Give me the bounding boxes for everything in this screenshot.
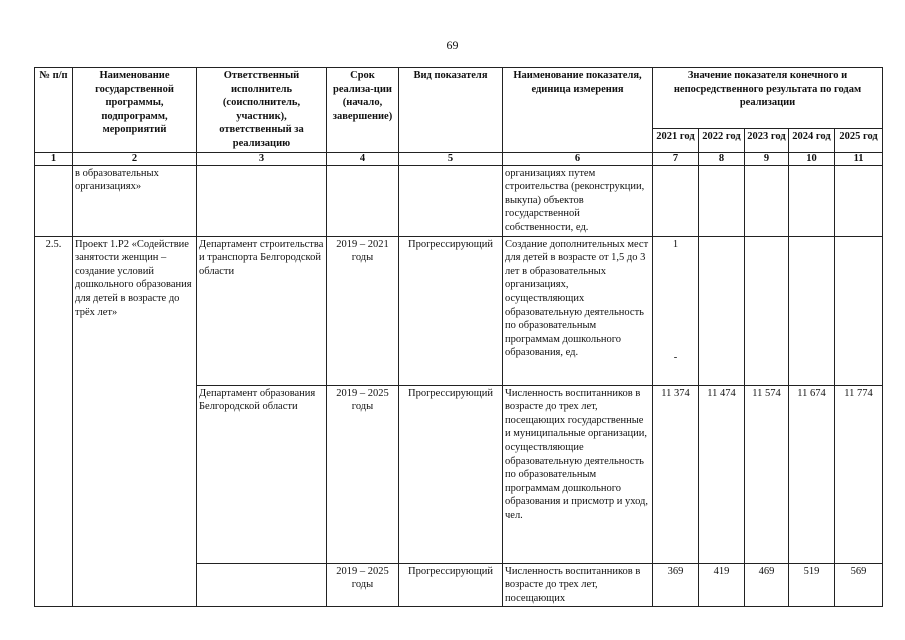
indicator-name-continued: организациях путем строительства (реконструкции, выкупа) объектов государственной собственности, ед. [503, 165, 653, 236]
header-program: Наименование государственной программы, подпрограмм, мероприятий [73, 68, 197, 153]
column-number: 9 [745, 152, 789, 165]
executor: Департамент строительства и транспорта Белгородской области [197, 236, 327, 385]
header-term: Срок реализа-ции (начало, завершение) [327, 68, 399, 153]
column-number: 7 [653, 152, 699, 165]
page-number: 69 [446, 38, 459, 52]
indicator-type: Прогрессирующий [399, 236, 503, 385]
value-2024: 11 674 [789, 385, 835, 563]
term: 2019 – 2021 годы [327, 236, 399, 385]
header-num: № п/п [35, 68, 73, 153]
header-indicator-type: Вид показателя [399, 68, 503, 153]
value-2022: 419 [699, 563, 745, 607]
value-2023: 469 [745, 563, 789, 607]
header-executor: Ответственный исполнитель (соисполнитель, участник), ответственный за реализацию [197, 68, 327, 153]
indicator-name: Численность воспитанников в возрасте до трех лет, посещающих государственные и муниципальные организации, осуществляющие образовательную деятельность по образовательным программам дошкольного образования и присмотр и уход, чел. [503, 385, 653, 563]
column-number: 6 [503, 152, 653, 165]
value-2021-text: 1 [672, 238, 679, 250]
header-values-group: Значение показателя конечного и непосредственного результата по годам реализации [653, 68, 883, 129]
column-number: 2 [73, 152, 197, 165]
header-row [35, 68, 883, 129]
term: 2019 – 2025 годы [327, 563, 399, 607]
term: 2019 – 2025 годы [327, 385, 399, 563]
value-2023: 11 574 [745, 385, 789, 563]
column-number: 3 [197, 152, 327, 165]
program-name-continued: в образовательных организациях» [73, 165, 197, 236]
indicators-table [34, 67, 883, 607]
column-number: 10 [789, 152, 835, 165]
column-number: 11 [835, 152, 883, 165]
column-number: 8 [699, 152, 745, 165]
value-2021-dash: - [673, 352, 678, 364]
column-number-row [35, 152, 883, 165]
value-2022: 11 474 [699, 385, 745, 563]
column-number: 1 [35, 152, 73, 165]
value-2021: 11 374 [653, 385, 699, 563]
value-2024: 519 [789, 563, 835, 607]
header-year-2022: 2022 год [699, 129, 745, 152]
indicator-type: Прогрессирующий [399, 385, 503, 563]
value-2025: 11 774 [835, 385, 883, 563]
header-year-2024: 2024 год [789, 129, 835, 152]
project-name: Проект 1.Р2 «Содействие занятости женщин – создание условий дошкольного образования для детей в возрасте до трёх лет» [73, 236, 197, 607]
column-number: 5 [399, 152, 503, 165]
value-2021 [653, 236, 699, 385]
table-row [35, 236, 883, 385]
column-number: 4 [327, 152, 399, 165]
value-2021: 369 [653, 563, 699, 607]
executor: Департамент образования Белгородской области [197, 385, 327, 563]
value-2025: 569 [835, 563, 883, 607]
indicator-name: Численность воспитанников в возрасте до трех лет, посещающих [503, 563, 653, 607]
header-indicator-name: Наименование показателя, единица измерения [503, 68, 653, 153]
row-number: 2.5. [35, 236, 73, 607]
indicator-name: Создание дополнительных мест для детей в возрасте от 1,5 до 3 лет в образовательных организациях, осуществляющих образовательную деятельность по образовательным программам дошкольного образования, ед. [503, 236, 653, 385]
indicator-type: Прогрессирующий [399, 563, 503, 607]
header-year-2025: 2025 год [835, 129, 883, 152]
table-row [35, 165, 883, 236]
header-year-2021: 2021 год [653, 129, 699, 152]
header-year-2023: 2023 год [745, 129, 789, 152]
